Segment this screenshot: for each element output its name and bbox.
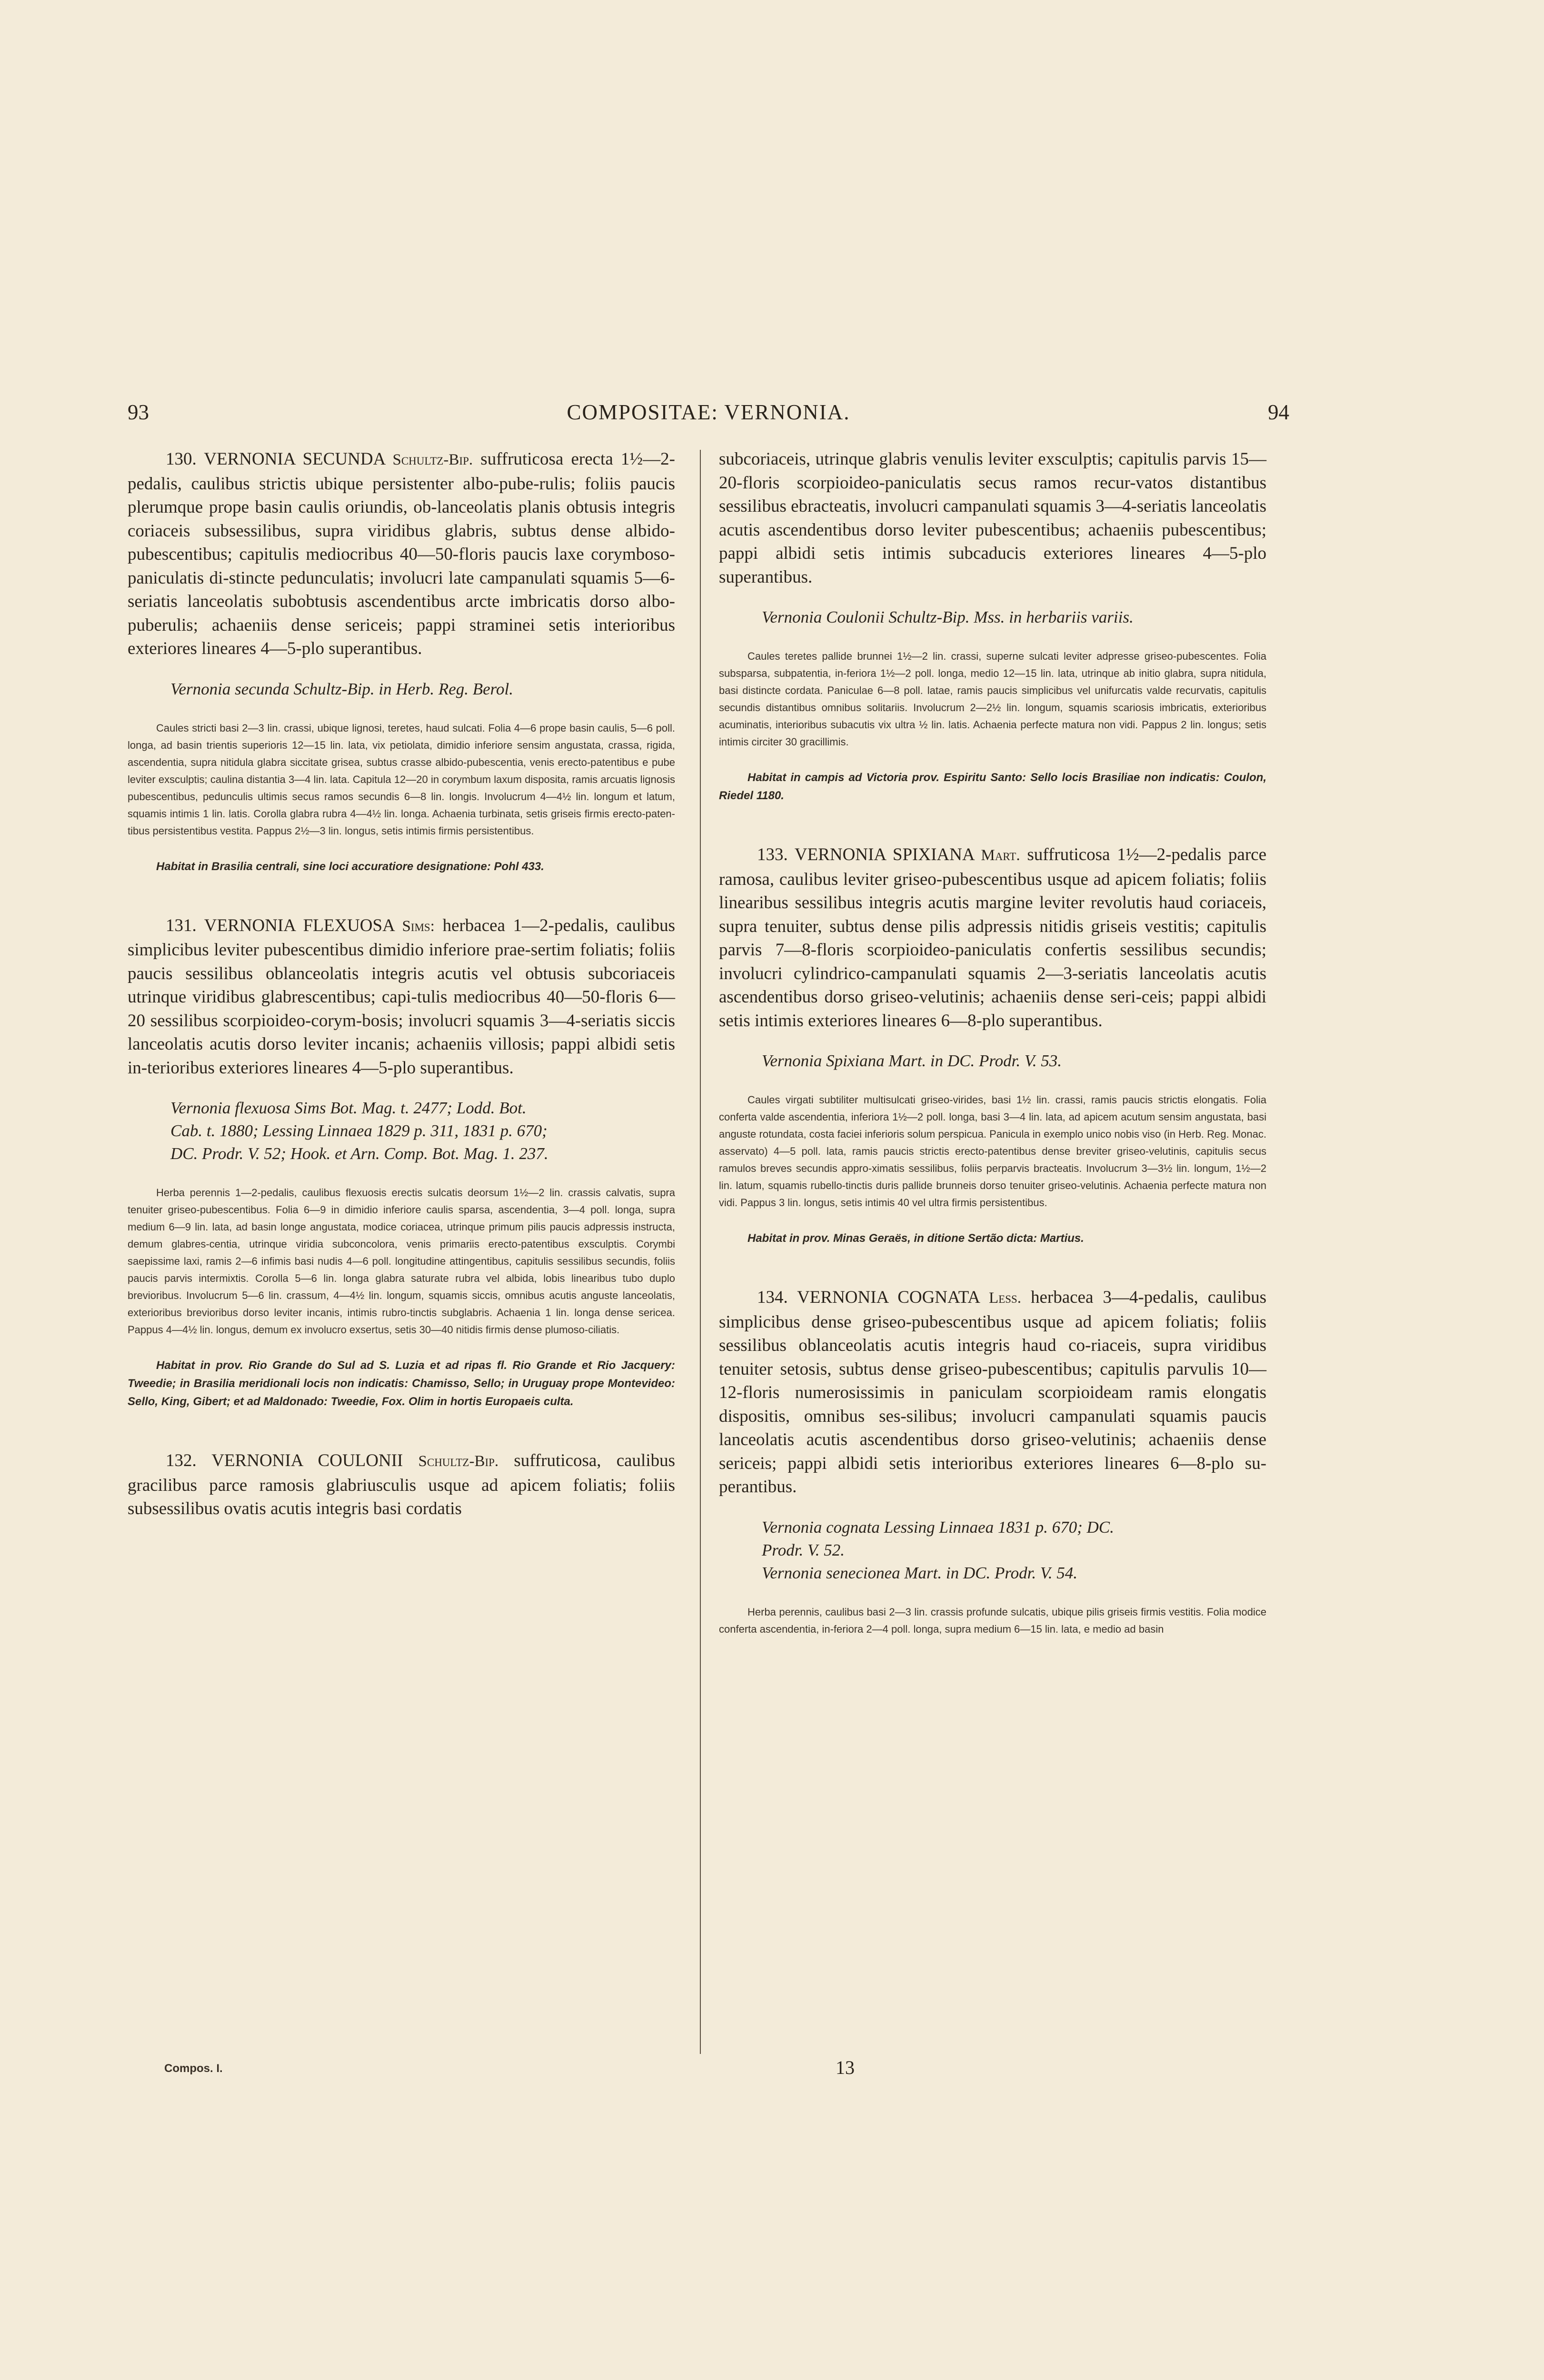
synonymy (128, 1097, 675, 1165)
species-entry-130 (128, 447, 675, 876)
column-divider (700, 450, 701, 2054)
species-entry-133 (719, 843, 1266, 1248)
species-habitat: Habitat in prov. Minas Geraës, in ditione Sertão dicta: Martius. (747, 1232, 1084, 1245)
synonymy (719, 1050, 1266, 1072)
species-name: VERNONIA FLEXUOSA (204, 915, 394, 935)
species-heading (128, 1449, 675, 1521)
species-description: Herba perennis 1—2-pedalis, caulibus flexuosis erectis sulcatis deorsum 1½—2 lin. crassis calvatis, supra tenuiter griseo-pubescentibus. Folia 6—9 in dimidio inferiore caulis sparsa, ascendentia, 3—4 poll. longa, supra medium 6—9 lin. lata, ad basin longe angustata, modice coriacea, utrinque primum pilis paucis adpressis instructa, demum glabres-centia, utrinque viridia subconcolora, venis primariis erecto-patentibus exsculptis. Corymbi saepissime laxi, ramis 2—6 infimis basi nudis 4—6 poll. longitudine attingentibus, capitulis sessilibus secundis, foliis paucis parvis intermixtis. Corolla 5—6 lin. longa glabra saturate rubra vel albida, lobis linearibus tubo duplo brevioribus. Involucrum 5—6 lin. crassum, 4—4½ lin. longum, squamis siccis, omnibus acutis anguste lanceolatis, exterioribus brevioribus dorso leviter incanis, intimis rubro-tinctis subglabris. Achaenia 1 lin. longa dense sericea. Pappus 4—4½ lin. longus, demum ex involucro exsertus, setis 30—40 nitidis firmis dense plumoso-ciliatis. (128, 1187, 675, 1336)
species-habitat: Habitat in campis ad Victoria prov. Espiritu Santo: Sello locis Brasiliae non indicatis: Coulon, Riedel 1180. (719, 771, 1266, 802)
species-description: Caules teretes pallide brunnei 1½—2 lin. crassi, superne sulcati leviter adpresse griseo-pubescentes. Folia subsparsa, subpatentia, in-feriora 1½—2 poll. longa, medio 12—15 lin. lata, utrinque ab initio glabra, supra nitidula, basi distincte cordata. Paniculae 6—8 poll. latae, ramis paucis simplicibus vel unifurcatis valde recurvatis, capitulis secundis distantibus omnibus solitariis. Involucrum 2—2½ lin. longum, squamis scariosis imbricatis, exterioribus acuminatis, interioribus subacutis vix ultra ½ lin. latis. Achaenia perfecte matura non vidi. Pappus 2 lin. longus; setis intimis circiter 30 gracillimis. (719, 650, 1266, 748)
species-diagnosis: herbacea 3—4-pedalis, caulibus simplicibus dense griseo-pubescentibus usque ad apicem foliatis; foliis sessilibus oblanceolatis acutis integris haud co-riaceis, supra viridibus tenuiter setosis, subtus dense griseo-pubescentibus; capitulis parvulis 10—12-floris numerosissimis in paniculam scorpioideam ramis elongatis dispositis, omnibus ses-silibus; involucri campanulati squamis paucis lanceolatis acutis ascendentibus dorso griseo-velutinis; achaeniis dense sericeis; pappi albidi setis interioribus exteriores lineares 6—8-plo su-perantibus. (719, 1288, 1266, 1497)
synonymy (719, 606, 1266, 629)
species-description: Caules stricti basi 2—3 lin. crassi, ubique lignosi, teretes, haud sulcati. Folia 4—6 prope basin caulis, 5—6 poll. longa, ad basin trientis superioris 12—15 lin. lata, vix petiolata, dimidio inferiore sensim angustata, crassa, rigida, ascendentia, supra nitidula glabra siccitate grisea, subtus crasse albido-pubescentia, venis erecto-patentibus e pube leviter exsculptis; caulina distantia 3—4 lin. lata. Capitula 12—20 in corymbum laxum disposita, ramis arcuatis lignosis pubescentibus, pedunculis ultimis secus ramos secundis 6—8 lin. longis. Involucrum 4—4½ lin. longum et latum, squamis intimis 1 lin. latis. Corolla glabra rubra 4—4½ lin. longa. Achaenia turbinata, setis griseis firmis erecto-paten-tibus persistentibus vestita. Pappus 2½—3 lin. longus, setis intimis firmis persistentibus. (128, 722, 675, 837)
synonym-line: Prodr. V. 52. (762, 1540, 845, 1559)
species-description: Caules virgati subtiliter multisulcati griseo-virides, basi 1½ lin. crassi, ramis paucis strictis elongatis. Folia conferta valde ascendentia, inferiora 1½—2 poll. longa, basi 3—4 lin. lata, ad apicem acutum sensim angustata, basi anguste rotundata, costa faciei inferioris solum perspicua. Panicula in exemplo unico nobis viso (in Herb. Reg. Monac. asservato) 4—5 poll. lata, ramis paucis strictis erecto-patentibus dense breviter griseo-velutinis, capitulis secus ramulos breves secundis appro-ximatis sessilibus, foliis perparvis bracteatis. Involucrum 3—3½ lin. longum, 1½—2 lin. latum, squamis rubello-tinctis duris pallide brunneis dorso tenuiter griseo-velutinis. Achaenia perfecte matura non vidi. Pappus 3 lin. longus, setis intimis 40 vel ultra firmis persistentibus. (719, 1094, 1266, 1209)
synonym-line: Vernonia senecionea Mart. in DC. Prodr. V. 54. (762, 1563, 1078, 1582)
species-habitat: Habitat in prov. Rio Grande do Sul ad S. Luzia et ad ripas fl. Rio Grande et Rio Jacquery: Tweedie; in Brasilia meridionali locis non indicatis: Chamisso, Sello; in Uruguay prope Montevideo: Sello, King, Gibert; et ad Maldonado: Tweedie, Fox. Olim in hortis Europaeis culta. (128, 1359, 675, 1408)
species-number: 130. (166, 449, 197, 469)
species-author: Schultz-Bip. (418, 1453, 499, 1470)
synonym-line: Vernonia Coulonii Schultz-Bip. Mss. in herbariis variis. (762, 608, 1134, 626)
signature-mark: Compos. I. (164, 2062, 223, 2075)
species-entry-132-continued (719, 447, 1266, 805)
species-name: VERNONIA SECUNDA (204, 449, 385, 469)
species-number: 132. (166, 1451, 197, 1470)
species-number: 131. (166, 915, 197, 935)
species-author: Schultz-Bip. (392, 451, 473, 468)
species-heading (719, 1286, 1266, 1499)
species-heading (128, 447, 675, 661)
species-author: Less. (988, 1289, 1021, 1307)
sheet-number: 13 (836, 2057, 855, 2078)
synonym-line: Cab. t. 1880; Lessing Linnaea 1829 p. 311, 1831 p. 670; (170, 1121, 548, 1140)
species-diagnosis: suffruticosa erecta 1½—2-pedalis, caulibus strictis ubique persistenter albo-pube-rulis; foliis paucis plerumque prope basin caulis oriundis, ob-lanceolatis planis obtusis integris coriaceis subsessilibus, supra viridibus glabris, subtus dense albido-pubescentibus; capitulis mediocribus 40—50-floris paucis laxe corymboso-paniculatis di-stincte pedunculatis; involucri late campanulati squamis 5—6-seriatis lanceolatis subobtusis ascendentibus arcte imbricatis dorso albo-puberulis; achaeniis dense sericeis; pappi straminei setis interioribus exteriores lineares 4—5-plo superantibus. (128, 449, 675, 658)
synonym-line: Vernonia cognata Lessing Linnaea 1831 p. 670; DC. (762, 1517, 1114, 1537)
species-diagnosis: suffruticosa, caulibus gracilibus parce ramosis glabriusculis usque ad apicem foliatis; foliis subsessilibus ovatis acutis integris basi cordatis (128, 1451, 676, 1518)
page-header (128, 400, 1289, 428)
species-author: Mart. (981, 847, 1020, 864)
species-name: VERNONIA COGNATA (797, 1288, 979, 1307)
page-number-left: 93 (128, 400, 149, 424)
species-heading (128, 914, 675, 1080)
running-title: COMPOSITAE: VERNONIA. (567, 400, 850, 424)
left-column (128, 447, 675, 1526)
species-name: VERNONIA COULONII (211, 1451, 403, 1470)
species-number: 133. (757, 845, 788, 864)
species-entry-131 (128, 914, 675, 1411)
species-entry-132 (128, 1449, 675, 1521)
species-diagnosis: herbacea 1—2-pedalis, caulibus simplicibus leviter pubescentibus dimidio inferiore prae-sertim foliatis; foliis paucis sessilibus oblanceolatis integris acutis vel obtusis subcoriaceis utrinque viridibus glabrescentibus; capi-tulis mediocribus 40—50-floris 6—20 sessilibus scorpioideo-corym-bosis; involucri squamis 3—4-seriatis siccis lanceolatis acutis dorso leviter incanis; achaeniis villosis; pappi albidi setis in-terioribus exteriores lineares 4—5-plo superantibus. (128, 915, 676, 1078)
species-author: Sims: (402, 917, 435, 935)
species-diagnosis: suffruticosa 1½—2-pedalis parce ramosa, caulibus leviter griseo-pubescentibus usque ad apicem foliatis; foliis linearibus sessilibus integris acutis margine leviter revolutis haud coriaceis, supra tenuiter, subtus dense pilis adpressis nitidis griseis vestitis; capitulis parvis 7—8-floris scorpioideo-paniculatis confertis sessilibus secundis; involucri cylindrico-campanulati squamis 2—3-seriatis lanceolatis acutis ascendentibus dorso griseo-velutinis; achaeniis dense seri-ceis; pappi albidi setis intimis exteriores lineares 6—8-plo superantibus. (719, 845, 1267, 1031)
synonym-line: Vernonia flexuosa Sims Bot. Mag. t. 2477; Lodd. Bot. (170, 1099, 527, 1117)
species-description: Herba perennis, caulibus basi 2—3 lin. crassis profunde sulcatis, ubique pilis griseis firmis vestitis. Folia modice conferta ascendentia, in-feriora 2—4 poll. longa, supra medium 6—15 lin. lata, e medio ad basin (719, 1606, 1266, 1635)
species-diagnosis-continued: subcoriaceis, utrinque glabris venulis leviter exsculptis; capitulis parvis 15—20-floris scorpioideo-paniculatis secus ramos recur-vatos distantibus sessilibus ebracteatis, involucri campanulati squamis 3—4-seriatis lanceolatis acutis ascendentibus dorso leviter pubescentibus; achaeniis pubescentibus; pappi albidi setis intimis subcaducis exteriores lineares 4—5-plo superantibus. (719, 449, 1266, 587)
species-habitat: Habitat in Brasilia centrali, sine loci accuratiore designatione: Pohl 433. (156, 860, 544, 873)
synonymy (128, 678, 675, 701)
species-heading (719, 843, 1266, 1032)
species-entry-134 (719, 1286, 1266, 1638)
species-number: 134. (757, 1288, 788, 1307)
species-name: VERNONIA SPIXIANA (794, 845, 974, 864)
right-column (719, 447, 1266, 1656)
synonym-line: Vernonia Spixiana Mart. in DC. Prodr. V. 53. (762, 1051, 1062, 1070)
synonymy (719, 1516, 1266, 1585)
page-number-right: 94 (1268, 400, 1289, 424)
synonym-line: Vernonia secunda Schultz-Bip. in Herb. Reg. Berol. (170, 679, 513, 698)
synonym-line: DC. Prodr. V. 52; Hook. et Arn. Comp. Bot. Mag. 1. 237. (170, 1144, 548, 1163)
